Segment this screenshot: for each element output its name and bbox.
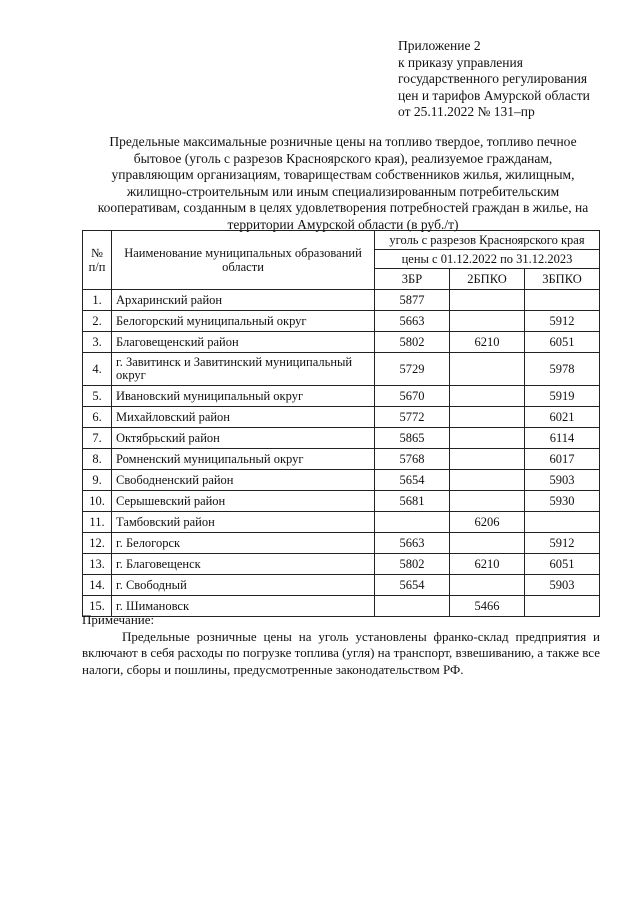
row-price-3bpko: [525, 512, 600, 533]
row-price-2bpko: [450, 575, 525, 596]
header-price-period: цены с 01.12.2022 по 31.12.2023: [375, 250, 600, 269]
row-price-2bpko: 5466: [450, 596, 525, 617]
row-municipality: г. Шимановск: [112, 596, 375, 617]
row-municipality: Серышевский район: [112, 491, 375, 512]
row-price-3bpko: 5930: [525, 491, 600, 512]
row-price-2bpko: 6210: [450, 554, 525, 575]
title-line: жилищно-строительным или иным специализированным потребительским: [126, 183, 560, 199]
row-price-3br: 5802: [375, 332, 450, 353]
row-price-3bpko: 5903: [525, 470, 600, 491]
appendix-line: от 25.11.2022 № 131–пр: [398, 104, 535, 119]
appendix-line: государственного регулирования: [398, 71, 588, 86]
row-number: 15.: [83, 596, 112, 617]
row-price-3bpko: 5912: [525, 533, 600, 554]
row-price-3br: 5768: [375, 449, 450, 470]
header-number: № п/п: [83, 231, 112, 290]
row-municipality: Белогорский муниципальный округ: [112, 311, 375, 332]
row-price-3bpko: 5903: [525, 575, 600, 596]
row-municipality: г. Свободный: [112, 575, 375, 596]
row-price-2bpko: 6206: [450, 512, 525, 533]
title-line: бытовое (уголь с разрезов Красноярского края), реализуемое гражданам,: [133, 150, 553, 166]
row-price-3br: 5663: [375, 311, 450, 332]
table-row: [83, 470, 600, 491]
row-price-3br: 5654: [375, 575, 450, 596]
row-price-3br: 5663: [375, 533, 450, 554]
table-row: [83, 575, 600, 596]
row-municipality: г. Завитинск и Завитинский муниципальный округ: [112, 353, 375, 386]
row-price-2bpko: [450, 449, 525, 470]
row-number: 8.: [83, 449, 112, 470]
row-price-3bpko: 5912: [525, 311, 600, 332]
row-price-3br: 5654: [375, 470, 450, 491]
row-number: 1.: [83, 290, 112, 311]
row-price-3br: [375, 512, 450, 533]
header-2bpko: 2БПКО: [450, 269, 525, 290]
appendix-line: цен и тарифов Амурской области: [398, 87, 590, 103]
row-number: 10.: [83, 491, 112, 512]
row-municipality: Тамбовский район: [112, 512, 375, 533]
note-block: [82, 612, 600, 678]
appendix-block: [398, 38, 628, 121]
row-price-2bpko: 6210: [450, 332, 525, 353]
table-row: [83, 332, 600, 353]
price-table: [82, 230, 600, 617]
row-price-3bpko: 6114: [525, 428, 600, 449]
row-number: 6.: [83, 407, 112, 428]
row-price-2bpko: [450, 491, 525, 512]
row-number: 4.: [83, 353, 112, 386]
row-number: 7.: [83, 428, 112, 449]
table-row: [83, 386, 600, 407]
row-price-3br: 5772: [375, 407, 450, 428]
price-table-body: [83, 290, 600, 617]
table-row: [83, 353, 600, 386]
row-price-3bpko: 5978: [525, 353, 600, 386]
table-row: [83, 491, 600, 512]
header-3bpko: 3БПКО: [525, 269, 600, 290]
row-price-3br: 5802: [375, 554, 450, 575]
row-municipality: г. Благовещенск: [112, 554, 375, 575]
table-row: [83, 407, 600, 428]
document-title: [78, 134, 608, 233]
row-price-3bpko: 6051: [525, 554, 600, 575]
row-number: 9.: [83, 470, 112, 491]
table-row: [83, 512, 600, 533]
row-price-3br: 5865: [375, 428, 450, 449]
header-municipality: Наименование муниципальных образований области: [112, 231, 375, 290]
row-municipality: Октябрьский район: [112, 428, 375, 449]
row-price-3br: 5681: [375, 491, 450, 512]
row-municipality: Ромненский муниципальный округ: [112, 449, 375, 470]
row-price-3br: 5877: [375, 290, 450, 311]
row-municipality: Благовещенский район: [112, 332, 375, 353]
row-number: 13.: [83, 554, 112, 575]
row-price-2bpko: [450, 311, 525, 332]
row-number: 14.: [83, 575, 112, 596]
note-label: Примечание:: [82, 612, 155, 627]
row-price-2bpko: [450, 428, 525, 449]
row-price-3bpko: 5919: [525, 386, 600, 407]
row-number: 12.: [83, 533, 112, 554]
row-price-2bpko: [450, 470, 525, 491]
row-price-3bpko: 6021: [525, 407, 600, 428]
row-price-2bpko: [450, 533, 525, 554]
row-price-3br: 5729: [375, 353, 450, 386]
title-line: кооперативам, созданным в целях удовлетворения потребностей граждан в жилье, на: [97, 200, 589, 215]
table-row: [83, 428, 600, 449]
table-row: [83, 290, 600, 311]
table-row: [83, 449, 600, 470]
row-municipality: Архаринский район: [112, 290, 375, 311]
table-row: [83, 533, 600, 554]
row-number: 11.: [83, 512, 112, 533]
row-number: 5.: [83, 386, 112, 407]
row-number: 2.: [83, 311, 112, 332]
row-price-3bpko: 6017: [525, 449, 600, 470]
row-price-3br: 5670: [375, 386, 450, 407]
table-row: [83, 311, 600, 332]
row-price-2bpko: [450, 407, 525, 428]
table-row: [83, 554, 600, 575]
row-municipality: Ивановский муниципальный округ: [112, 386, 375, 407]
row-price-2bpko: [450, 353, 525, 386]
appendix-line: Приложение 2: [398, 38, 481, 53]
title-line: Предельные максимальные розничные цены на топливо твердое, топливо печное: [109, 134, 577, 149]
header-coal-source: уголь с разрезов Красноярского края: [375, 231, 600, 250]
title-line: управляющим организациям, товариществам собственников жилья, жилищным,: [111, 167, 575, 182]
row-municipality: Свободненский район: [112, 470, 375, 491]
row-price-2bpko: [450, 290, 525, 311]
row-price-3bpko: 6051: [525, 332, 600, 353]
row-price-2bpko: [450, 386, 525, 407]
row-municipality: г. Белогорск: [112, 533, 375, 554]
appendix-line: к приказу управления: [398, 54, 523, 70]
header-3br: 3БР: [375, 269, 450, 290]
row-number: 3.: [83, 332, 112, 353]
row-price-3bpko: [525, 290, 600, 311]
note-text: Предельные розничные цены на уголь установлены франко-склад предприятия и включают в себя расходы по погрузке топлива (угля) на транспорт, взвешиванию, а также все налоги, сборы и пошлины, предусмотренные законодательством РФ.: [82, 628, 600, 677]
row-municipality: Михайловский район: [112, 407, 375, 428]
title-line: территории Амурской области (в руб./т): [227, 216, 459, 232]
